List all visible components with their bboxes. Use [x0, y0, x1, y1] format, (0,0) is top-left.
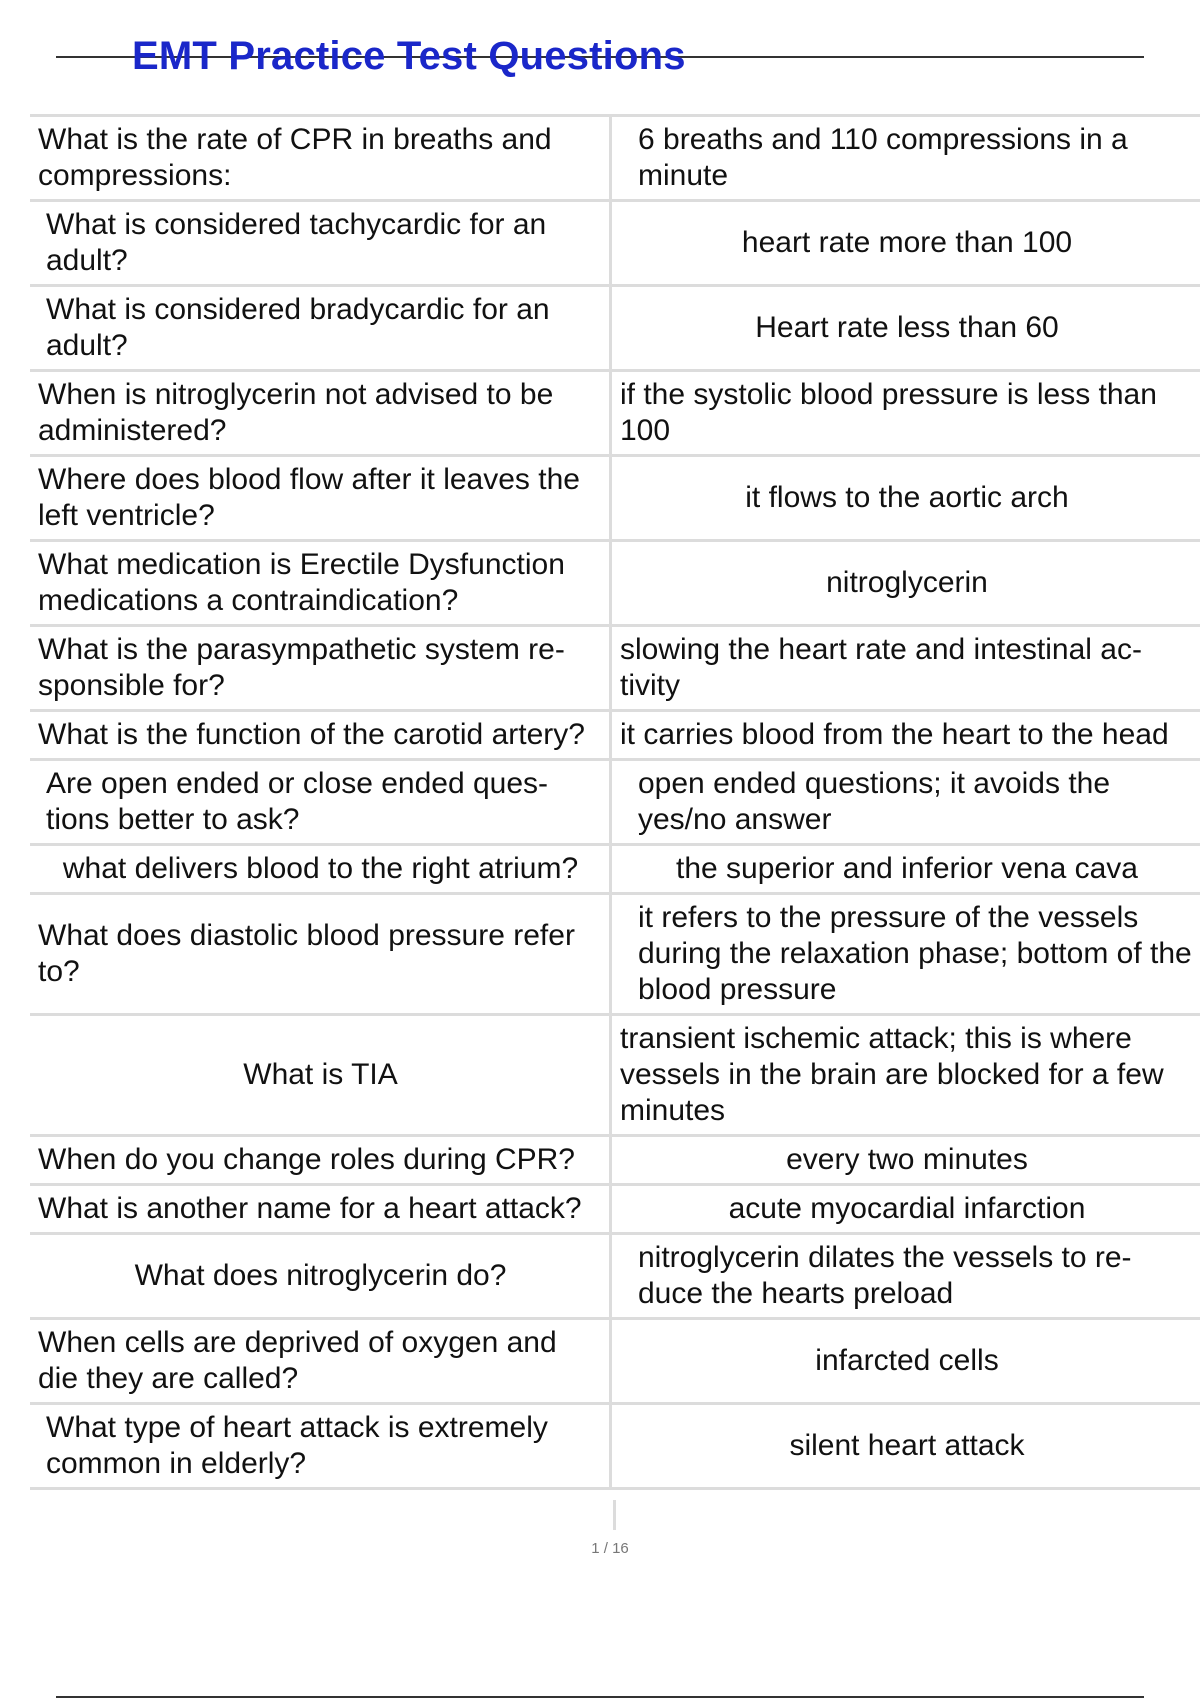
table-row — [30, 846, 1200, 895]
document-title: EMT Practice Test Questions — [132, 34, 686, 78]
answer-cell: heart rate more than 100 — [741, 226, 1073, 259]
question-cell: When do you change roles during CPR? — [30, 1137, 612, 1183]
column-divider-tail — [613, 1500, 616, 1530]
table-row — [30, 1016, 1200, 1137]
question-cell: What is considered bradycardic for an adult? — [30, 287, 612, 369]
answer-cell: Heart rate less than 60 — [755, 311, 1059, 344]
answer-cell: it refers to the pressure of the vessels during the relaxation phase; bottom of the blood pressure — [638, 901, 1192, 1006]
question-cell: What is considered tachycardic for an adult? — [30, 202, 612, 284]
table-row — [30, 1405, 1200, 1490]
table-row — [30, 1137, 1200, 1186]
question-cell: Where does blood flow after it leaves the left ventricle? — [30, 457, 612, 539]
answer-cell: slowing the heart rate and intestinal ac- tivity — [620, 633, 1142, 702]
answer-cell: it carries blood from the heart to the head — [620, 718, 1169, 751]
question-cell: When is nitroglycerin not advised to be administered? — [30, 372, 612, 454]
answer-cell: if the systolic blood pressure is less than 100 — [620, 378, 1157, 447]
table-row — [30, 287, 1200, 372]
answer-cell: open ended questions; it avoids the yes/no answer — [638, 767, 1111, 836]
footer-rule — [56, 1696, 1144, 1698]
page-indicator: 1 / 16 — [591, 1540, 629, 1557]
question-cell: What is the rate of CPR in breaths and compressions: — [30, 117, 612, 199]
table-row — [30, 712, 1200, 761]
question-cell: When cells are deprived of oxygen and die they are called? — [30, 1320, 612, 1402]
answer-cell: silent heart attack — [789, 1429, 1025, 1462]
answer-cell: transient ischemic attack; this is where vessels in the brain are blocked for a few minutes — [620, 1022, 1164, 1127]
question-cell: what delivers blood to the right atrium? — [30, 846, 612, 892]
table-row — [30, 1186, 1200, 1235]
table-row — [30, 117, 1200, 202]
question-cell: What is another name for a heart attack? — [30, 1186, 612, 1232]
table-row — [30, 895, 1200, 1016]
table-row — [30, 202, 1200, 287]
table-row — [30, 1235, 1200, 1320]
answer-cell: every two minutes — [786, 1143, 1028, 1176]
answer-cell: nitroglycerin dilates the vessels to re- duce the hearts preload — [638, 1241, 1132, 1310]
question-cell: What is TIA — [30, 1016, 612, 1134]
question-cell: What is the parasympathetic system re- sponsible for? — [30, 627, 612, 709]
answer-cell: acute myocardial infarction — [728, 1192, 1086, 1225]
table-row — [30, 761, 1200, 846]
answer-cell: infarcted cells — [815, 1344, 999, 1377]
answer-cell: nitroglycerin — [826, 566, 988, 599]
question-cell: What does diastolic blood pressure refer to? — [30, 895, 612, 1013]
answer-cell: 6 breaths and 110 compressions in a minute — [638, 123, 1128, 192]
table-row — [30, 372, 1200, 457]
question-cell: What is the function of the carotid artery? — [30, 712, 612, 758]
answer-cell: the superior and inferior vena cava — [676, 852, 1138, 885]
table-row — [30, 1320, 1200, 1405]
table-row — [30, 542, 1200, 627]
question-cell: What medication is Erectile Dysfunction medications a contraindication? — [30, 542, 612, 624]
qa-table — [30, 114, 1200, 1490]
answer-cell: it flows to the aortic arch — [745, 481, 1069, 514]
question-cell: What type of heart attack is extremely common in elderly? — [30, 1405, 612, 1487]
question-cell: What does nitroglycerin do? — [30, 1235, 612, 1317]
table-row — [30, 627, 1200, 712]
table-row — [30, 457, 1200, 542]
question-cell: Are open ended or close ended ques- tions better to ask? — [30, 761, 612, 843]
